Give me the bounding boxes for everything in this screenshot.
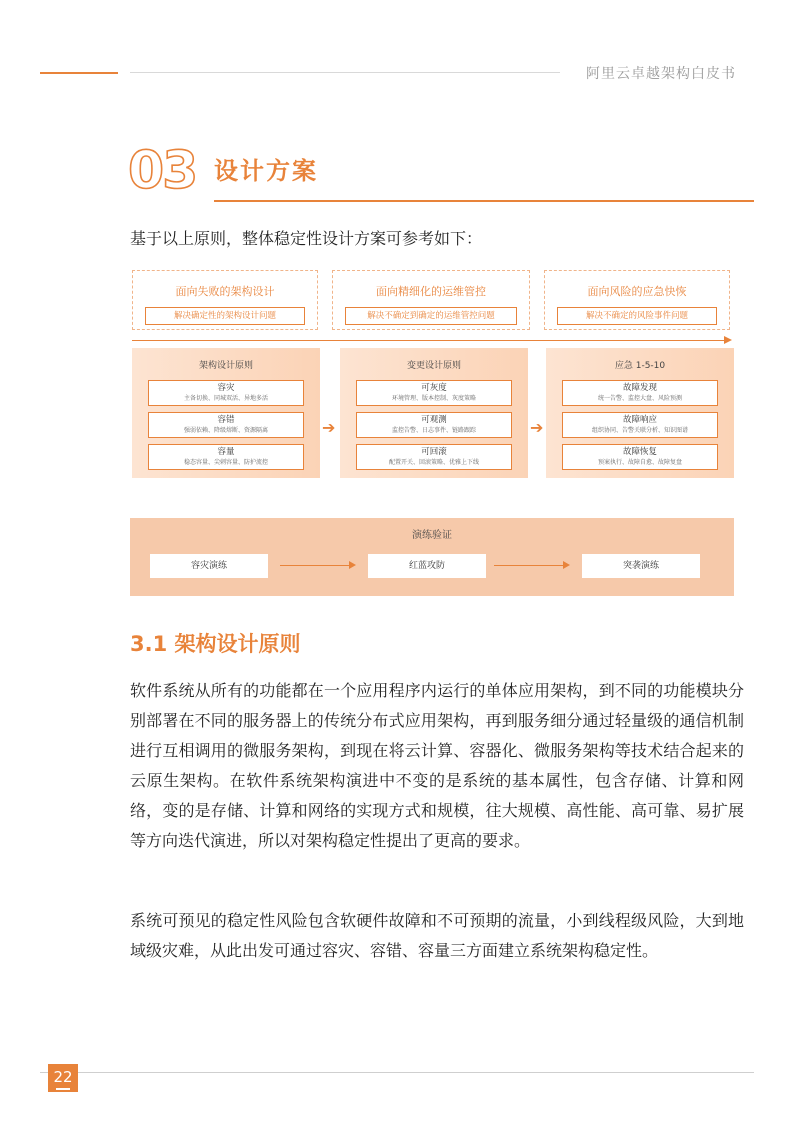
item-detail: 组织协同、告警关联分析、知识图谱 — [591, 427, 688, 434]
goal-title: 面向精细化的运维管控 — [376, 285, 486, 298]
footer-divider — [40, 1072, 754, 1073]
item-title: 故障恢复 — [622, 447, 657, 457]
flow-arrowhead — [724, 336, 732, 344]
item-title: 容错 — [217, 415, 235, 425]
item-detail: 统一告警、监控大盘、风险预测 — [597, 395, 682, 402]
column-title: 架构设计原则 — [198, 361, 253, 371]
principle-column — [546, 348, 734, 478]
item-detail: 环境管理、版本控制、灰度策略 — [391, 395, 476, 402]
drill-step: 容灾演练 — [150, 554, 268, 578]
principle-column — [340, 348, 528, 478]
item-title: 容量 — [217, 447, 235, 457]
principle-item — [148, 380, 304, 406]
principle-item — [148, 444, 304, 470]
drill-step: 突袭演练 — [582, 554, 700, 578]
item-detail: 主备切换、同城双活、异地多活 — [183, 395, 268, 402]
header-title: 阿里云卓越架构白皮书 — [586, 66, 736, 82]
drill-arrow — [280, 565, 354, 566]
goal-box — [332, 270, 530, 330]
item-detail: 预案执行、故障自愈、故障复盘 — [597, 459, 682, 466]
item-title: 故障发现 — [622, 383, 657, 393]
section-title: 设计方案 — [214, 157, 318, 185]
item-title: 故障响应 — [622, 415, 657, 425]
principle-item — [562, 444, 718, 470]
body-paragraph: 系统可预见的稳定性风险包含软硬件故障和不可预期的流量，小到线程级风险，大到地域级灾难，从此出发可通过容灾、容错、容量三方面建立系统架构稳定性。 — [130, 911, 744, 960]
drill-step: 红蓝攻防 — [368, 554, 486, 578]
drill-arrow — [494, 565, 568, 566]
subsection-title: 3.1 架构设计原则 — [130, 632, 301, 656]
goal-title: 面向风险的应急快恢 — [587, 285, 687, 298]
stability-design-diagram — [130, 266, 734, 598]
header-divider — [130, 72, 560, 73]
principle-item — [562, 380, 718, 406]
page-number: 22 — [48, 1064, 78, 1092]
column-title: 应急 1-5-10 — [614, 361, 666, 371]
item-detail: 监控告警、日志事件、链路跟踪 — [391, 427, 476, 434]
principle-item — [356, 444, 512, 470]
drill-verification-band — [130, 518, 734, 596]
intro-text: 基于以上原则，整体稳定性设计方案可参考如下： — [130, 229, 483, 248]
item-detail: 配置开关、回滚策略、优雅上下线 — [388, 459, 479, 466]
principle-item — [356, 380, 512, 406]
item-detail: 强弱依赖、降级熔断、资源隔离 — [183, 427, 268, 434]
page-number-underline — [56, 1088, 70, 1090]
flow-line — [132, 340, 726, 341]
goal-title: 面向失败的架构设计 — [175, 285, 275, 298]
item-title: 容灾 — [217, 383, 235, 393]
goal-subtitle: 解决确定性的架构设计问题 — [145, 307, 305, 325]
body-paragraph: 软件系统从所有的功能都在一个应用程序内运行的单体应用架构，到不同的功能模块分别部署在不同的服务器上的传统分布式应用架构，再到服务细分通过轻量级的通信机制进行互相调用的微服务架构，到现在将云计算、容器化、微服务架构等技术结合起来的云原生架构。在软件系统架构演进中不变的是系统的基本属性，包含存储、计算和网络，变的是存储、计算和网络的实现方式和规模，往大规模、高性能、高可靠、易扩展等方向迭代演进，所以对架构稳定性提出了更高的要求。 — [130, 681, 744, 850]
header-accent-line — [40, 72, 118, 74]
item-detail: 稳态容量、尖刺容量、防护流控 — [183, 459, 268, 466]
item-title: 可观测 — [421, 415, 447, 425]
section-rule — [214, 200, 754, 202]
goal-subtitle: 解决不确定到确定的运维管控问题 — [345, 307, 517, 325]
section-number: 03 — [128, 141, 197, 201]
goal-box — [132, 270, 318, 330]
goal-box — [544, 270, 730, 330]
item-title: 可回滚 — [421, 447, 447, 457]
drill-title: 演练验证 — [412, 530, 452, 541]
item-title: 可灰度 — [421, 383, 447, 393]
principle-item — [356, 412, 512, 438]
arrow-right-icon: ➔ — [530, 418, 544, 437]
column-title: 变更设计原则 — [406, 361, 461, 371]
principle-column — [132, 348, 320, 478]
principle-item — [562, 412, 718, 438]
arrow-right-icon: ➔ — [322, 418, 336, 437]
goal-subtitle: 解决不确定的风险事件问题 — [557, 307, 717, 325]
principle-item — [148, 412, 304, 438]
